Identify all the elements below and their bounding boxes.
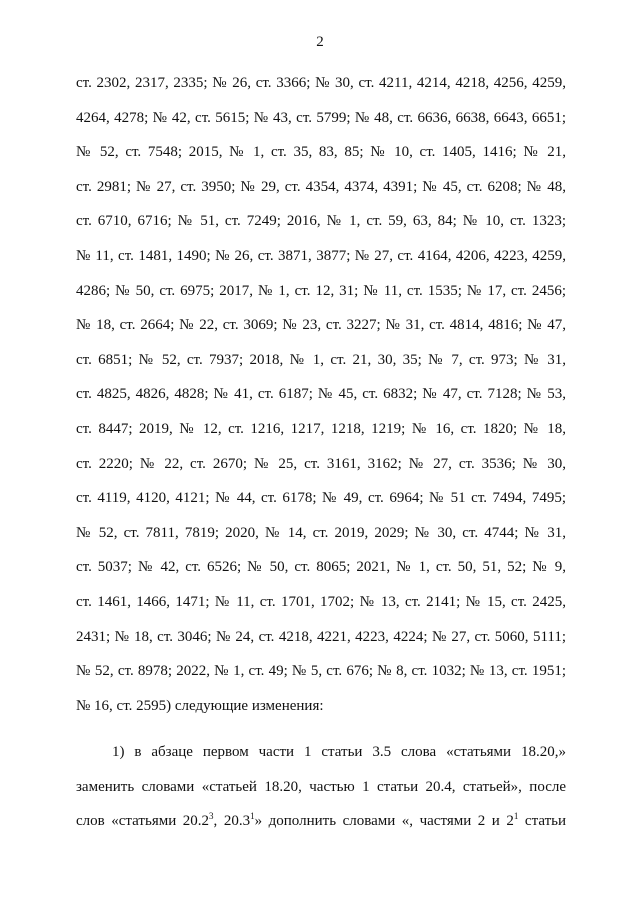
text-line: ст. 4119, 4120, 4121; № 44, ст. 6178; № 49, ст. 6964; № 51 ст. 7494, 7495; bbox=[76, 490, 566, 507]
text-line: ст. 6851; № 52, ст. 7937; 2018, № 1, ст. 21, 30, 35; № 7, ст. 973; № 31, bbox=[76, 351, 566, 368]
item-1-line-3 bbox=[76, 810, 566, 845]
text-line: № 52, ст. 7811, 7819; 2020, № 14, ст. 2019, 2029; № 30, ст. 4744; № 31, bbox=[76, 524, 566, 541]
text-line: № 11, ст. 1481, 1490; № 26, ст. 3871, 3877; № 27, ст. 4164, 4206, 4223, 4259, bbox=[76, 247, 566, 264]
text-line: ст. 1461, 1466, 1471; № 11, ст. 1701, 1702; № 13, ст. 2141; № 15, ст. 2425, bbox=[76, 593, 566, 610]
text-line: № 52, ст. 7548; 2015, № 1, ст. 35, 83, 85; № 10, ст. 1405, 1416; № 21, bbox=[76, 144, 566, 161]
text-line: ст. 2302, 2317, 2335; № 26, ст. 3366; № 30, ст. 4211, 4214, 4218, 4256, 4259, bbox=[76, 75, 566, 91]
text-line: ст. 2220; № 22, ст. 2670; № 25, ст. 3161, 3162; № 27, ст. 3536; № 30, bbox=[76, 455, 566, 472]
text-segment: статьи bbox=[518, 813, 566, 830]
text-line: ст. 5037; № 42, ст. 6526; № 50, ст. 8065; 2021, № 1, ст. 50, 51, 52; № 9, bbox=[76, 559, 566, 576]
item-1-line-1: 1) в абзаце первом части 1 статьи 3.5 слова «статьями 18.20,» bbox=[112, 744, 566, 761]
text-line: ст. 4825, 4826, 4828; № 41, ст. 6187; № 45, ст. 6832; № 47, ст. 7128; № 53, bbox=[76, 386, 566, 403]
page-number: 2 bbox=[316, 34, 324, 50]
text-line: № 52, ст. 8978; 2022, № 1, ст. 49; № 5, ст. 676; № 8, ст. 1032; № 13, ст. 1951; bbox=[76, 663, 566, 680]
text-line: 2431; № 18, ст. 3046; № 24, ст. 4218, 4221, 4223, 4224; № 27, ст. 5060, 5111; bbox=[76, 628, 566, 645]
text-line: 4286; № 50, ст. 6975; 2017, № 1, ст. 12, 31; № 11, ст. 1535; № 17, ст. 2456; bbox=[76, 282, 566, 299]
text-segment: » дополнить словами «, частями 2 и 2 bbox=[254, 813, 514, 830]
text-line: 4264, 4278; № 42, ст. 5615; № 43, ст. 5799; № 48, ст. 6636, 6638, 6643, 6651; bbox=[76, 109, 566, 126]
text-segment: слов «статьями 20.2 bbox=[76, 813, 210, 830]
text-line: ст. 6710, 6716; № 51, ст. 7249; 2016, № 1, ст. 59, 63, 84; № 10, ст. 1323; bbox=[76, 213, 566, 230]
superscript: 1 bbox=[250, 811, 255, 822]
paragraph-gap bbox=[76, 729, 566, 741]
superscript: 1 bbox=[513, 811, 519, 822]
item-1-line-2: заменить словами «статьей 18.20, частью 1 статьи 20.4, статьей», после bbox=[76, 778, 566, 795]
text-line: № 18, ст. 2664; № 22, ст. 3069; № 23, ст. 3227; № 31, ст. 4814, 4816; № 47, bbox=[76, 317, 566, 334]
text-line: ст. 2981; № 27, ст. 3950; № 29, ст. 4354, 4374, 4391; № 45, ст. 6208; № 48, bbox=[76, 178, 566, 195]
text-segment: , 20.3 bbox=[213, 813, 251, 830]
text-line: № 16, ст. 2595) следующие изменения: bbox=[76, 697, 324, 714]
body-text bbox=[76, 72, 566, 845]
text-line: ст. 8447; 2019, № 12, ст. 1216, 1217, 1218, 1219; № 16, ст. 1820; № 18, bbox=[76, 420, 566, 437]
superscript: 3 bbox=[209, 811, 214, 822]
